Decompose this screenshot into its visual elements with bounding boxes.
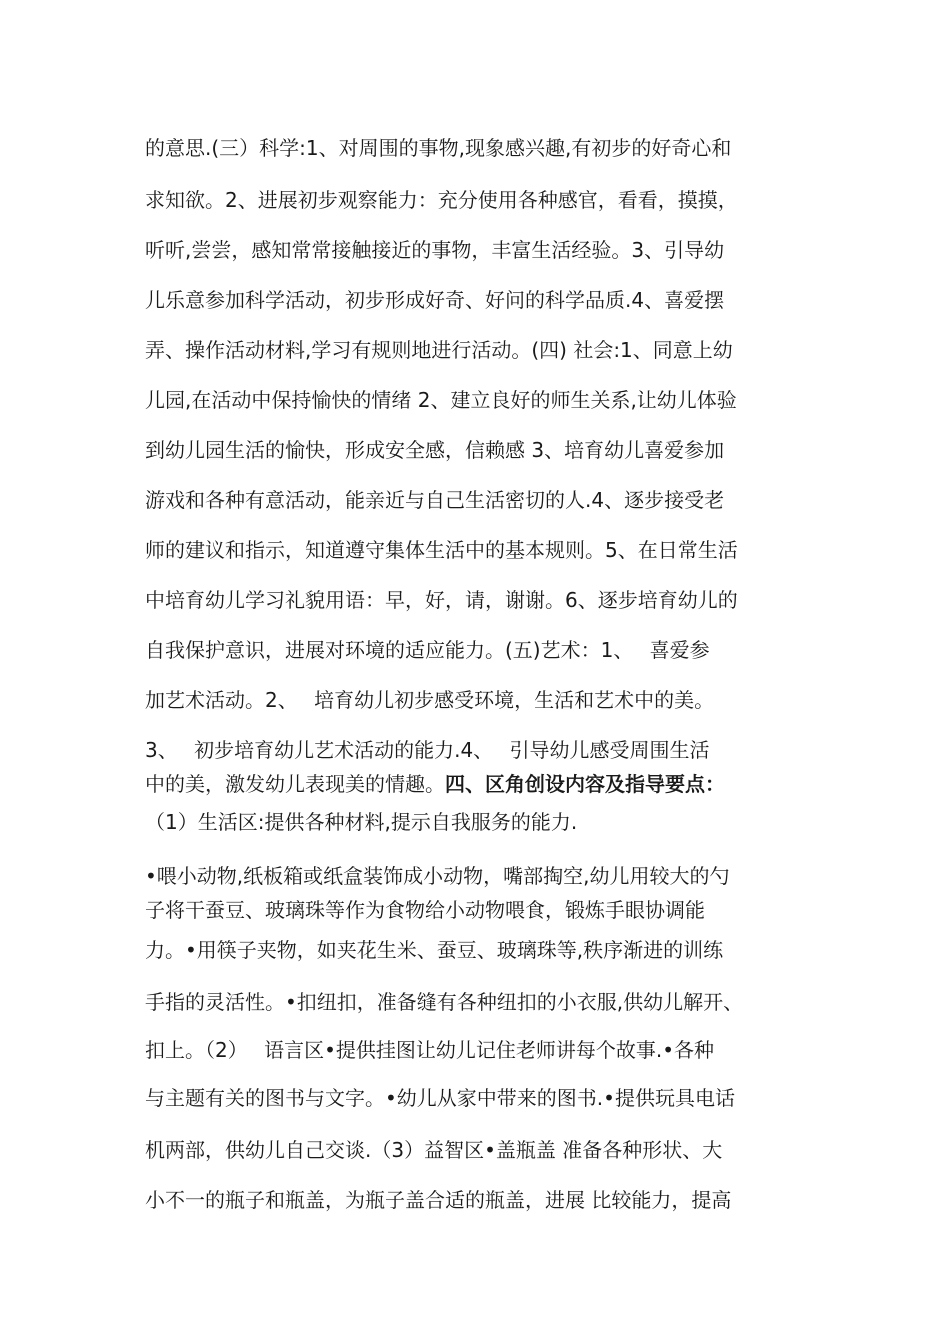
text-line: 机两部，供幼儿自己交谈.（3）益智区•盖瓶盖 准备各种形状、大: [145, 1138, 723, 1162]
text-line: 弄、操作活动材料,学习有规则地进行活动。(四) 社会:1、同意上幼: [145, 338, 733, 362]
text-line-with-heading: [145, 770, 825, 798]
text-line: 师的建议和指示，知道遵守集体生活中的基本规则。5、在日常生活: [145, 538, 738, 562]
text-line: 与主题有关的图书与文字。•幼儿从家中带来的图书.•提供玩具电话: [145, 1086, 735, 1110]
text-line: 儿乐意参加科学活动，初步形成好奇、好问的科学品质.4、喜爱摆: [145, 288, 725, 312]
section-heading: 四、区角创设内容及指导要点：: [445, 772, 725, 796]
text-line: 听听,尝尝，感知常常接触接近的事物，丰富生活经验。3、引导幼: [145, 238, 725, 262]
text-line: 子将干蚕豆、玻璃珠等作为食物给小动物喂食，锻炼手眼协调能: [145, 898, 705, 922]
text-line: 求知欲。2、进展初步观察能力：充分使用各种感官，看看，摸摸，: [145, 188, 738, 212]
text-line: 扣上。（2） 语言区•提供挂图让幼儿记住老师讲每个故事.•各种: [145, 1038, 715, 1062]
text-line: 中培育幼儿学习礼貌用语：早，好，请，谢谢。6、逐步培育幼儿的: [145, 588, 738, 612]
text-line: （1）生活区:提供各种材料,提示自我服务的能力.: [145, 810, 578, 834]
text-line: 自我保护意识，进展对环境的适应能力。(五)艺术：1、 喜爱参: [145, 638, 710, 662]
text-line: 手指的灵活性。•扣纽扣，准备缝有各种纽扣的小衣服,供幼儿解开、: [145, 990, 744, 1014]
text-line: 加艺术活动。2、 培育幼儿初步感受环境，生活和艺术中的美。: [145, 688, 715, 712]
text-segment: 中的美，激发幼儿表现美的情趣。: [145, 772, 445, 796]
text-line: 到幼儿园生活的愉快，形成安全感，信赖感 3、培育幼儿喜爱参加: [145, 438, 725, 462]
text-line: 游戏和各种有意活动，能亲近与自己生活密切的人.4、逐步接受老: [145, 488, 725, 512]
text-line: 力。•用筷子夹物，如夹花生米、蚕豆、玻璃珠等,秩序渐进的训练: [145, 938, 724, 962]
text-line: 3、 初步培育幼儿艺术活动的能力.4、 引导幼儿感受周围生活: [145, 738, 710, 762]
text-line: •喂小动物,纸板箱或纸盒装饰成小动物，嘴部掏空,幼儿用较大的勺: [145, 864, 730, 888]
text-line: 儿园,在活动中保持愉快的情绪 2、建立良好的师生关系,让幼儿体验: [145, 388, 737, 412]
text-line: 的意思.(三）科学:1、对周围的事物,现象感兴趣,有初步的好奇心和: [145, 136, 732, 160]
text-line: 小不一的瓶子和瓶盖，为瓶子盖合适的瓶盖，进展 比较能力，提高: [145, 1188, 732, 1212]
